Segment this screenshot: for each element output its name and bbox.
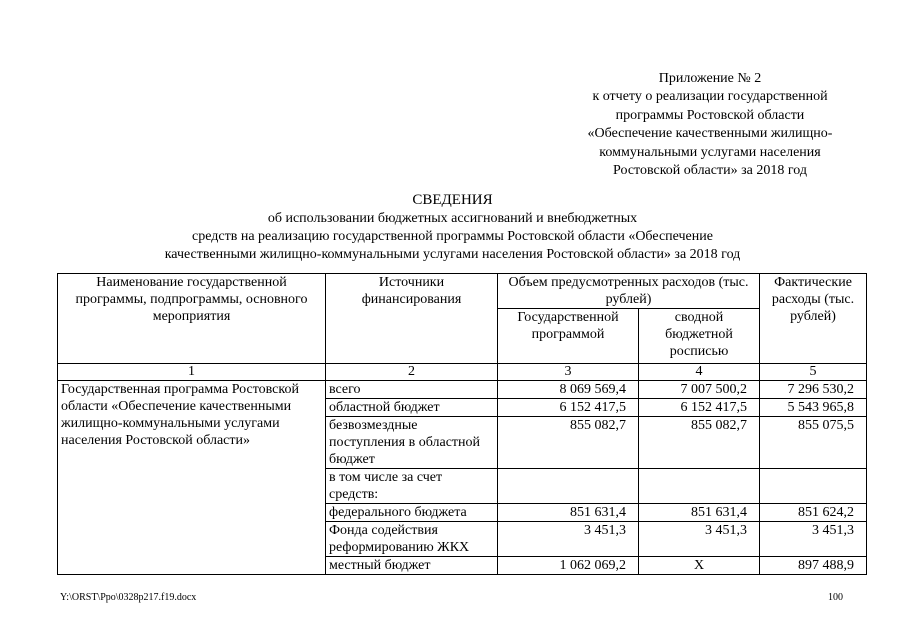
program-name-cell: Государственная программа Ростовской области «Обеспечение качественными жилищно-коммунальными услугами населения Ростовской области» <box>58 381 326 575</box>
actual-value: 5 543 965,8 <box>760 399 867 417</box>
col-number: 5 <box>760 364 867 381</box>
actual-value: 851 624,2 <box>760 504 867 522</box>
table-row <box>58 381 867 399</box>
appendix-block <box>560 70 860 180</box>
budget-value: X <box>639 557 760 575</box>
col-number: 1 <box>58 364 326 381</box>
header-source: Источники финансирования <box>326 274 498 364</box>
appendix-line: коммунальными услугами населения <box>599 144 821 160</box>
actual-value: 855 075,5 <box>760 417 867 469</box>
budget-value: 851 631,4 <box>639 504 760 522</box>
source-cell: всего <box>326 381 498 399</box>
budget-value: 855 082,7 <box>639 417 760 469</box>
subtitle-line: средств на реализацию государственной программы Ростовской области «Обеспечение <box>192 229 713 244</box>
page-number: 100 <box>828 592 843 603</box>
file-path: Y:\ORST\Ppo\0328p217.f19.docx <box>60 592 197 603</box>
source-cell: местный бюджет <box>326 557 498 575</box>
actual-value: 897 488,9 <box>760 557 867 575</box>
source-cell: Фонда содействия реформированию ЖКХ <box>326 522 498 557</box>
header-actual: Фактические расходы (тыс. рублей) <box>760 274 867 364</box>
program-value: 8 069 569,4 <box>498 381 639 399</box>
source-cell: безвозмездные поступления в областной бюджет <box>326 417 498 469</box>
subtitle-line: качественными жилищно-коммунальными услугами населения Ростовской области» за 2018 год <box>164 247 741 262</box>
col-number: 3 <box>498 364 639 381</box>
budget-value: 3 451,3 <box>639 522 760 557</box>
document-title: СВЕДЕНИЯ <box>412 192 493 208</box>
appendix-line: к отчету о реализации государственной <box>592 89 828 105</box>
program-value: 6 152 417,5 <box>498 399 639 417</box>
document-subtitle <box>0 210 905 264</box>
budget-value <box>639 469 760 504</box>
source-cell: в том числе за счет средств: <box>326 469 498 504</box>
source-cell: областной бюджет <box>326 399 498 417</box>
actual-value: 7 296 530,2 <box>760 381 867 399</box>
expenditure-table <box>57 273 867 575</box>
col-number: 4 <box>639 364 760 381</box>
program-value: 3 451,3 <box>498 522 639 557</box>
header-budget: сводной бюджетной росписью <box>639 309 760 364</box>
appendix-line: «Обеспечение качественными жилищно- <box>587 126 833 142</box>
appendix-line: программы Ростовской области <box>615 107 805 123</box>
header-program: Государственной программой <box>498 309 639 364</box>
appendix-line: Приложение № 2 <box>658 71 762 86</box>
program-value <box>498 469 639 504</box>
budget-value: 6 152 417,5 <box>639 399 760 417</box>
program-value: 855 082,7 <box>498 417 639 469</box>
subtitle-line: об использовании бюджетных ассигнований и внебюджетных <box>267 211 638 226</box>
header-name: Наименование государственной программы, подпрограммы, основного мероприятия <box>58 274 326 364</box>
actual-value <box>760 469 867 504</box>
actual-value: 3 451,3 <box>760 522 867 557</box>
header-planned: Объем предусмотренных расходов (тыс. рублей) <box>498 274 760 309</box>
col-number: 2 <box>326 364 498 381</box>
budget-value: 7 007 500,2 <box>639 381 760 399</box>
program-value: 851 631,4 <box>498 504 639 522</box>
source-cell: федерального бюджета <box>326 504 498 522</box>
appendix-line: Ростовской области» за 2018 год <box>613 163 807 179</box>
program-value: 1 062 069,2 <box>498 557 639 575</box>
